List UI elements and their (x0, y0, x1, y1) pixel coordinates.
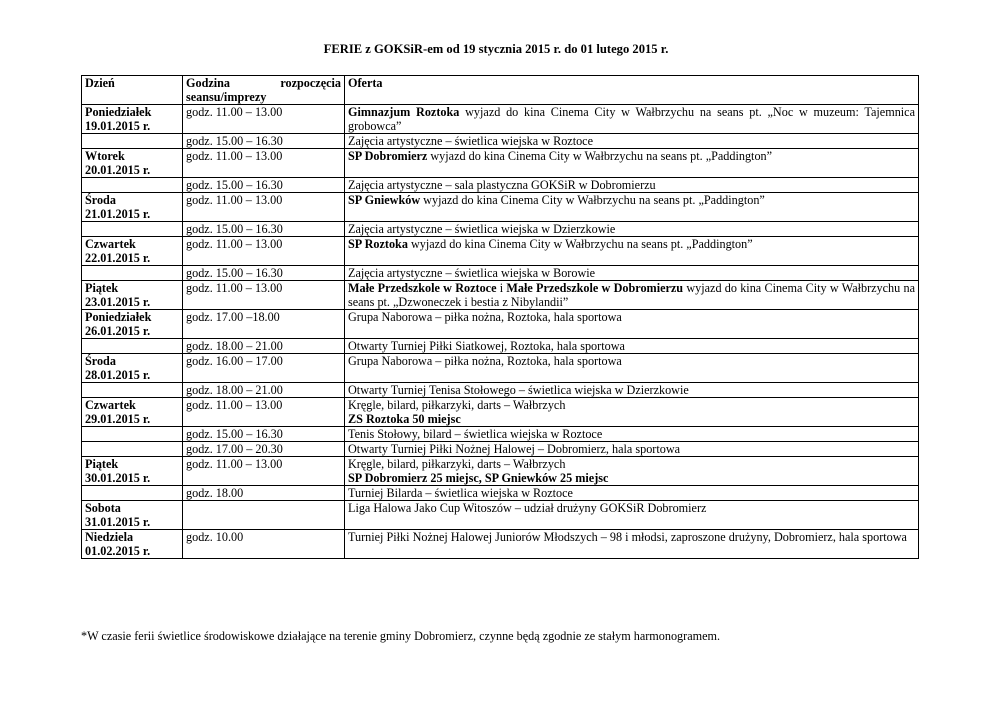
offer-text: wyjazd do kina Cinema City w Wałbrzychu na seans pt. „Noc w muzeum: Tajemnica grobowca” (348, 105, 915, 133)
table-row (82, 530, 919, 559)
table-row (82, 222, 919, 237)
offer-text: wyjazd do kina Cinema City w Wałbrzychu na seans pt. „Paddington” (427, 149, 773, 163)
offer-cell (345, 457, 919, 486)
header-time (183, 76, 345, 105)
offer-cell: Tenis Stołowy, bilard – świetlica wiejska w Roztoce (345, 427, 919, 442)
day-cell (82, 237, 183, 266)
offer-cell (345, 105, 919, 134)
time-cell: godz. 18.00 – 21.00 (183, 383, 345, 398)
time-cell: godz. 15.00 – 16.30 (183, 178, 345, 193)
day-cell (82, 222, 183, 237)
table-row (82, 178, 919, 193)
day-date: 22.01.2015 r. (85, 251, 151, 265)
table-row (82, 281, 919, 310)
day-name: Czwartek (85, 237, 136, 251)
day-cell (82, 427, 183, 442)
offer-cell: Turniej Bilarda – świetlica wiejska w Roztoce (345, 486, 919, 501)
offer-bold: SP Roztoka (348, 237, 408, 251)
day-name: Piątek (85, 281, 119, 295)
day-date: 19.01.2015 r. (85, 119, 151, 133)
document-title: FERIE z GOKSiR-em od 19 stycznia 2015 r. do 01 lutego 2015 r. (323, 42, 669, 56)
day-name: Środa (85, 354, 116, 368)
offer-cell: Zajęcia artystyczne – świetlica wiejska w Dzierzkowie (345, 222, 919, 237)
header-offer: Oferta (345, 76, 919, 105)
day-cell (82, 530, 183, 559)
offer-bold: Gimnazjum Roztoka (348, 105, 460, 119)
time-cell: godz. 18.00 (183, 486, 345, 501)
time-cell: godz. 11.00 – 13.00 (183, 398, 345, 427)
offer-cell (345, 281, 919, 310)
offer-cell: Liga Halowa Jako Cup Witoszów – udział drużyny GOKSiR Dobromierz (345, 501, 919, 530)
offer-bold-line: SP Dobromierz 25 miejsc, SP Gniewków 25 miejsc (348, 471, 609, 485)
table-row (82, 149, 919, 178)
offer-cell: Otwarty Turniej Tenisa Stołowego – świetlica wiejska w Dzierzkowie (345, 383, 919, 398)
offer-bold: Małe Przedszkole w Roztoce (348, 281, 497, 295)
day-date: 31.01.2015 r. (85, 515, 151, 529)
offer-mid: i (496, 281, 507, 295)
table-row (82, 354, 919, 383)
offer-cell: Zajęcia artystyczne – sala plastyczna GOKSiR w Dobromierzu (345, 178, 919, 193)
time-cell: godz. 16.00 – 17.00 (183, 354, 345, 383)
schedule-table (81, 75, 919, 559)
time-cell: godz. 11.00 – 13.00 (183, 193, 345, 222)
table-row (82, 442, 919, 457)
day-cell (82, 501, 183, 530)
day-cell (82, 383, 183, 398)
day-date: 01.02.2015 r. (85, 544, 151, 558)
day-name: Sobota (85, 501, 121, 515)
time-cell: godz. 11.00 – 13.00 (183, 281, 345, 310)
time-cell: godz. 15.00 – 16.30 (183, 222, 345, 237)
day-cell (82, 266, 183, 281)
day-name: Poniedziałek (85, 105, 152, 119)
time-cell: godz. 15.00 – 16.30 (183, 266, 345, 281)
time-cell: godz. 17.00 – 20.30 (183, 442, 345, 457)
day-date: 23.01.2015 r. (85, 295, 151, 309)
day-cell (82, 310, 183, 339)
table-row (82, 237, 919, 266)
day-cell (82, 178, 183, 193)
day-name: Niedziela (85, 530, 134, 544)
offer-bold-line: ZS Roztoka 50 miejsc (348, 412, 461, 426)
offer-cell (345, 237, 919, 266)
day-cell (82, 134, 183, 149)
time-cell: godz. 11.00 – 13.00 (183, 149, 345, 178)
offer-text: wyjazd do kina Cinema City w Wałbrzychu na seans pt. „Paddington” (420, 193, 765, 207)
offer-text: Kręgle, bilard, piłkarzyki, darts – Wałbrzych (348, 457, 566, 471)
table-header-row (82, 76, 919, 105)
offer-bold: SP Gniewków (348, 193, 421, 207)
table-row (82, 486, 919, 501)
header-day: Dzień (82, 76, 183, 105)
time-cell: godz. 11.00 – 13.00 (183, 105, 345, 134)
day-date: 20.01.2015 r. (85, 163, 151, 177)
offer-cell (345, 149, 919, 178)
table-row (82, 398, 919, 427)
day-date: 26.01.2015 r. (85, 324, 151, 338)
day-name: Środa (85, 193, 116, 207)
table-row (82, 383, 919, 398)
day-date: 28.01.2015 r. (85, 368, 151, 382)
time-cell: godz. 10.00 (183, 530, 345, 559)
offer-cell: Grupa Naborowa – piłka nożna, Roztoka, hala sportowa (345, 354, 919, 383)
table-row (82, 427, 919, 442)
day-date: 30.01.2015 r. (85, 471, 151, 485)
day-cell (82, 149, 183, 178)
table-row (82, 134, 919, 149)
day-cell (82, 339, 183, 354)
day-cell (82, 457, 183, 486)
offer-bold: SP Dobromierz (348, 149, 428, 163)
offer-text: Kręgle, bilard, piłkarzyki, darts – Wałbrzych (348, 398, 566, 412)
offer-bold-2: Małe Przedszkole w Dobromierzu (506, 281, 684, 295)
footnote: *W czasie ferii świetlice środowiskowe działające na terenie gminy Dobromierz, czynne będą zgodnie ze stałym harmonogramem. (81, 629, 721, 643)
day-cell (82, 281, 183, 310)
header-time-line1: Godzina rozpoczęcia (186, 76, 341, 90)
table-row (82, 193, 919, 222)
offer-cell (345, 193, 919, 222)
offer-cell: Zajęcia artystyczne – świetlica wiejska w Borowie (345, 266, 919, 281)
day-cell (82, 442, 183, 457)
offer-cell: Otwarty Turniej Piłki Siatkowej, Roztoka, hala sportowa (345, 339, 919, 354)
offer-text: wyjazd do kina Cinema City w Wałbrzychu na seans pt. „Dzwoneczek i bestia z Nibylandii” (348, 281, 915, 309)
time-cell: godz. 11.00 – 13.00 (183, 237, 345, 266)
time-cell: godz. 15.00 – 16.30 (183, 134, 345, 149)
offer-cell: Grupa Naborowa – piłka nożna, Roztoka, hala sportowa (345, 310, 919, 339)
table-row (82, 457, 919, 486)
offer-cell: Otwarty Turniej Piłki Nożnej Halowej – Dobromierz, hala sportowa (345, 442, 919, 457)
table-row (82, 266, 919, 281)
day-cell (82, 398, 183, 427)
table-row (82, 339, 919, 354)
day-date: 21.01.2015 r. (85, 207, 151, 221)
offer-cell: Turniej Piłki Nożnej Halowej Juniorów Młodszych – 98 i młodsi, zaproszone drużyny, Dobromierz, hala sportowa (345, 530, 919, 559)
day-date: 29.01.2015 r. (85, 412, 151, 426)
day-name: Piątek (85, 457, 119, 471)
header-time-line2: seansu/imprezy (186, 90, 267, 104)
day-name: Wtorek (85, 149, 125, 163)
offer-cell (345, 398, 919, 427)
time-cell (183, 501, 345, 530)
day-name: Czwartek (85, 398, 136, 412)
offer-cell: Zajęcia artystyczne – świetlica wiejska w Roztoce (345, 134, 919, 149)
day-cell (82, 105, 183, 134)
offer-text: wyjazd do kina Cinema City w Wałbrzychu na seans pt. „Paddington” (407, 237, 753, 251)
day-cell (82, 354, 183, 383)
time-cell: godz. 17.00 –18.00 (183, 310, 345, 339)
time-cell: godz. 11.00 – 13.00 (183, 457, 345, 486)
table-row (82, 501, 919, 530)
table-row (82, 310, 919, 339)
table-row (82, 105, 919, 134)
day-name: Poniedziałek (85, 310, 152, 324)
day-cell (82, 193, 183, 222)
time-cell: godz. 18.00 – 21.00 (183, 339, 345, 354)
day-cell (82, 486, 183, 501)
time-cell: godz. 15.00 – 16.30 (183, 427, 345, 442)
